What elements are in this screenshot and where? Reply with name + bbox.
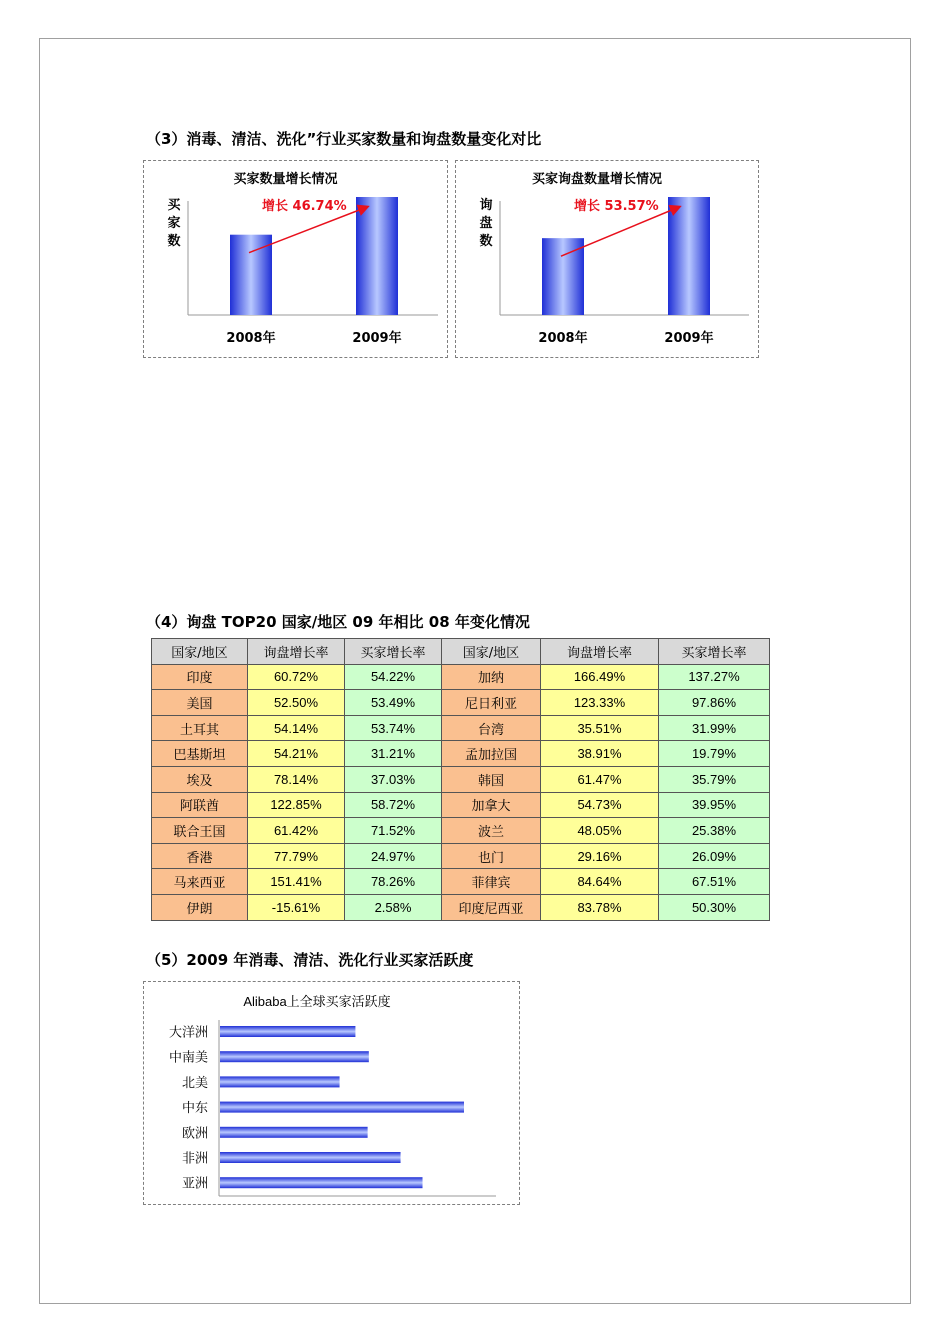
x-tick-label: 2009年 <box>352 331 402 346</box>
bar <box>220 1076 340 1087</box>
buyer-growth-cell: 53.74% <box>345 715 442 741</box>
country-cell: 印度尼西亚 <box>442 894 541 920</box>
header-cell: 买家增长率 <box>659 639 770 665</box>
y-axis-label-char: 数 <box>479 234 493 249</box>
chart-title: 买家数量增长情况 <box>233 172 338 187</box>
y-axis-label-char: 家 <box>167 216 181 231</box>
country-cell: 台湾 <box>442 715 541 741</box>
inquiry-growth-chart-panel <box>455 160 759 358</box>
chart-title: Alibaba上全球买家活跃度 <box>243 994 391 1009</box>
country-cell: 也门 <box>442 843 541 869</box>
inquiry-growth-cell: 38.91% <box>541 741 659 767</box>
table-row <box>152 818 770 844</box>
y-axis-label-char: 询 <box>479 198 493 213</box>
table-row <box>152 741 770 767</box>
inquiry-growth-cell: 166.49% <box>541 664 659 690</box>
buyer-growth-cell: 58.72% <box>345 792 442 818</box>
buyer-growth-cell: 35.79% <box>659 766 770 792</box>
inquiry-growth-cell: 61.47% <box>541 766 659 792</box>
inquiry-growth-chart <box>456 161 758 357</box>
header-cell: 买家增长率 <box>345 639 442 665</box>
y-tick-label: 中南美 <box>168 1050 208 1066</box>
section3-heading: （3）消毒、清洁、洗化”行业买家数量和询盘数量变化对比 <box>146 130 542 148</box>
activity-chart-panel <box>143 981 520 1205</box>
inquiry-growth-cell: 60.72% <box>248 664 345 690</box>
table-row <box>152 664 770 690</box>
inquiry-growth-cell: -15.61% <box>248 894 345 920</box>
table-row <box>152 869 770 895</box>
table-row <box>152 690 770 716</box>
inquiry-growth-cell: 52.50% <box>248 690 345 716</box>
buyer-growth-cell: 26.09% <box>659 843 770 869</box>
bar <box>220 1026 355 1037</box>
buyer-growth-cell: 137.27% <box>659 664 770 690</box>
growth-arrow <box>561 207 679 256</box>
bar <box>220 1102 464 1113</box>
activity-chart <box>144 982 519 1204</box>
table-row <box>152 792 770 818</box>
buyer-growth-cell: 19.79% <box>659 741 770 767</box>
bar <box>220 1177 423 1188</box>
y-axis-label-char: 买 <box>167 198 181 213</box>
country-cell: 尼日利亚 <box>442 690 541 716</box>
country-cell: 联合王国 <box>152 818 248 844</box>
bar <box>220 1152 401 1163</box>
country-cell: 菲律宾 <box>442 869 541 895</box>
y-tick-label: 亚洲 <box>181 1176 208 1192</box>
y-tick-label: 中东 <box>181 1101 208 1117</box>
bar <box>220 1127 368 1138</box>
country-cell: 韩国 <box>442 766 541 792</box>
buyer-growth-chart-panel <box>143 160 448 358</box>
buyer-growth-cell: 39.95% <box>659 792 770 818</box>
inquiry-growth-cell: 151.41% <box>248 869 345 895</box>
country-cell: 印度 <box>152 664 248 690</box>
country-cell: 美国 <box>152 690 248 716</box>
section5-heading: （5）2009 年消毒、清洁、洗化行业买家活跃度 <box>146 951 474 969</box>
buyer-growth-cell: 54.22% <box>345 664 442 690</box>
inquiry-growth-cell: 78.14% <box>248 766 345 792</box>
country-cell: 阿联酋 <box>152 792 248 818</box>
section4-heading: （4）询盘 TOP20 国家/地区 09 年相比 08 年变化情况 <box>146 613 530 631</box>
country-cell: 马来西亚 <box>152 869 248 895</box>
header-cell: 询盘增长率 <box>541 639 659 665</box>
table-row <box>152 715 770 741</box>
y-tick-label: 大洋洲 <box>168 1025 208 1041</box>
growth-annotation: 增长 46.74% <box>262 199 347 214</box>
inquiry-growth-cell: 54.73% <box>541 792 659 818</box>
inquiry-growth-cell: 123.33% <box>541 690 659 716</box>
bar <box>220 1051 369 1062</box>
country-cell: 香港 <box>152 843 248 869</box>
y-axis-label-char: 盘 <box>479 216 493 231</box>
buyer-growth-cell: 31.21% <box>345 741 442 767</box>
header-cell: 询盘增长率 <box>248 639 345 665</box>
table-row <box>152 894 770 920</box>
inquiry-growth-cell: 61.42% <box>248 818 345 844</box>
inquiry-growth-cell: 84.64% <box>541 869 659 895</box>
country-cell: 加拿大 <box>442 792 541 818</box>
country-cell: 孟加拉国 <box>442 741 541 767</box>
inquiry-growth-cell: 77.79% <box>248 843 345 869</box>
header-cell: 国家/地区 <box>152 639 248 665</box>
buyer-growth-cell: 25.38% <box>659 818 770 844</box>
buyer-growth-cell: 31.99% <box>659 715 770 741</box>
bar <box>668 197 710 315</box>
buyer-growth-cell: 78.26% <box>345 869 442 895</box>
bar <box>356 197 398 315</box>
y-tick-label: 北美 <box>181 1075 208 1091</box>
inquiry-growth-cell: 29.16% <box>541 843 659 869</box>
buyer-growth-cell: 97.86% <box>659 690 770 716</box>
buyer-growth-chart <box>144 161 447 357</box>
country-cell: 埃及 <box>152 766 248 792</box>
header-cell: 国家/地区 <box>442 639 541 665</box>
buyer-growth-cell: 67.51% <box>659 869 770 895</box>
y-axis-label-char: 数 <box>167 234 181 249</box>
buyer-growth-cell: 2.58% <box>345 894 442 920</box>
x-tick-label: 2008年 <box>538 331 588 346</box>
country-cell: 伊朗 <box>152 894 248 920</box>
table-row <box>152 766 770 792</box>
growth-annotation: 增长 53.57% <box>574 199 659 214</box>
country-cell: 土耳其 <box>152 715 248 741</box>
country-cell: 加纳 <box>442 664 541 690</box>
table-header-row <box>152 639 770 665</box>
buyer-growth-cell: 71.52% <box>345 818 442 844</box>
y-tick-label: 欧洲 <box>181 1126 208 1142</box>
country-cell: 波兰 <box>442 818 541 844</box>
buyer-growth-cell: 50.30% <box>659 894 770 920</box>
inquiry-growth-cell: 122.85% <box>248 792 345 818</box>
growth-table <box>151 638 770 921</box>
inquiry-growth-cell: 54.14% <box>248 715 345 741</box>
buyer-growth-cell: 37.03% <box>345 766 442 792</box>
inquiry-growth-cell: 83.78% <box>541 894 659 920</box>
inquiry-growth-cell: 54.21% <box>248 741 345 767</box>
inquiry-growth-cell: 35.51% <box>541 715 659 741</box>
inquiry-growth-cell: 48.05% <box>541 818 659 844</box>
buyer-growth-cell: 24.97% <box>345 843 442 869</box>
chart-title: 买家询盘数量增长情况 <box>531 172 663 187</box>
x-tick-label: 2008年 <box>226 331 276 346</box>
y-tick-label: 非洲 <box>181 1151 208 1167</box>
buyer-growth-cell: 53.49% <box>345 690 442 716</box>
country-cell: 巴基斯坦 <box>152 741 248 767</box>
x-tick-label: 2009年 <box>664 331 714 346</box>
table-row <box>152 843 770 869</box>
